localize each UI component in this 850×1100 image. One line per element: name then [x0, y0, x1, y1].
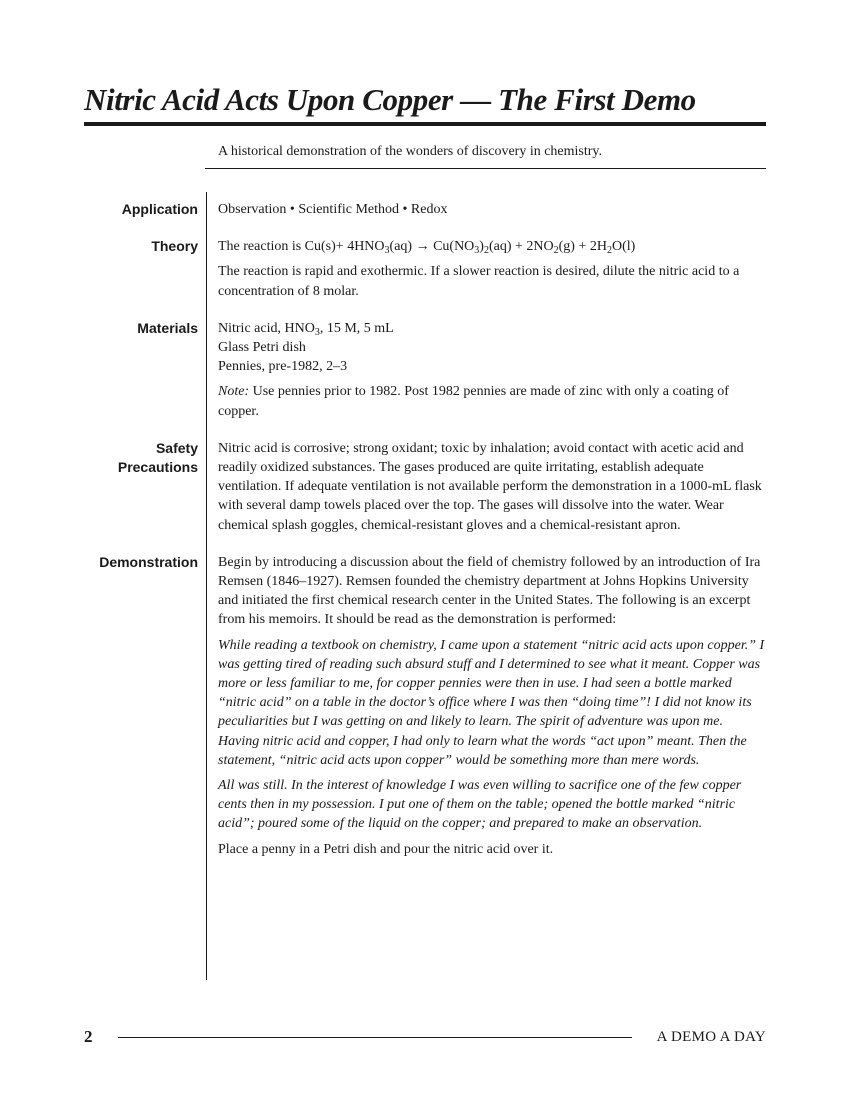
materials-list [218, 319, 766, 377]
section-body-materials [218, 319, 766, 421]
section-body-application [218, 200, 766, 219]
material-item: Glass Petri dish [218, 340, 306, 356]
subtitle-rule [205, 168, 766, 169]
section-demonstration [0, 553, 850, 859]
content [0, 200, 850, 859]
remsen-quote-1: While reading a textbook on chemistry, I came upon a statement “nitric acid acts upon copper.” I was getting tired of reading such absurd stuff and I determined to see what it meant. Copper was more or less familiar to me, for copper pennies were then in use. I had seen a bottle marked “nitric acid” on a table in the doctor’s office where I was then “doing time”! I did not know its peculiarities but I was getting on and likely to learn. The spirit of adventure was upon me. Having nitric acid and copper, I had only to learn what the words “act upon” meant. Then the statement, “nitric acid acts upon copper” would be something more than mere words. [218, 637, 765, 768]
section-application [0, 200, 850, 219]
page-number: 2 [84, 1027, 93, 1046]
subtitle: A historical demonstration of the wonders of discovery in chemistry. [218, 144, 603, 159]
reaction-equation: The reaction is $Cu(s)+ 4HNO_3(aq) \to Cu(NO_3)_2(aq) + 2NO_2(g) + 2H_2O(l)$ [218, 239, 636, 257]
section-materials [0, 319, 850, 421]
section-label-application: Application [121, 201, 198, 217]
material-item: Pennies, pre-1982, 2–3 [218, 359, 348, 375]
section-body-safety [218, 439, 766, 535]
page-title: Nitric Acid Acts Upon Copper — The First Demo [84, 82, 696, 117]
theory-note: The reaction is rapid and exothermic. If a slower reaction is desired, dilute the nitric acid to a concentration of 8 molar. [218, 264, 740, 299]
section-safety [0, 439, 850, 535]
section-label-demonstration: Demonstration [99, 553, 198, 570]
section-body-theory [218, 237, 766, 301]
running-title: A DEMO A DAY [656, 1029, 766, 1045]
material-item: Nitric acid, $HNO_3$, 15 M, 5 mL [218, 320, 394, 338]
demonstration-intro: Begin by introducing a discussion about the field of chemistry followed by an introduction of Ira Remsen (1846–1927). Remsen founded the chemistry department at Johns Hopkins University and initiated the first chemical research center in the United States. The following is an excerpt from his memoirs. It should be read as the demonstration is performed: [218, 554, 761, 628]
safety-text: Nitric acid is corrosive; strong oxidant; toxic by inhalation; avoid contact with acetic acid and readily oxidized substances. The gases produced are quite irritating, establish adequate ventilation. If adequate ventilation is not available perform the demonstration in a 1000-mL flask with several damp towels placed over the top. The gases will dissolve into the water. Wear chemical splash goggles, chemical-resistant gloves and a chemical-resistant apron. [218, 440, 762, 533]
materials-note: Note: Use pennies prior to 1982. Post 1982 pennies are made of zinc with only a coating of copper. [218, 384, 729, 419]
remsen-quote-2: All was still. In the interest of knowledge I was even willing to sacrifice one of the few copper cents then in my possession. I put one of them on the table; opened the bottle marked “nitric acid”; poured some of the liquid on the copper; and prepared to make an observation. [218, 778, 742, 832]
section-label-safety: Safety Precautions [117, 439, 198, 475]
section-label-theory: Theory [151, 238, 198, 255]
footer-rule [118, 1037, 632, 1038]
application-text: Observation • Scientific Method • Redox [218, 202, 448, 217]
title-rule [84, 122, 766, 126]
section-body-demonstration [218, 553, 766, 859]
section-theory [0, 237, 850, 301]
demonstration-closing: Place a penny in a Petri dish and pour the nitric acid over it. [218, 841, 554, 857]
section-label-materials: Materials [137, 319, 198, 336]
